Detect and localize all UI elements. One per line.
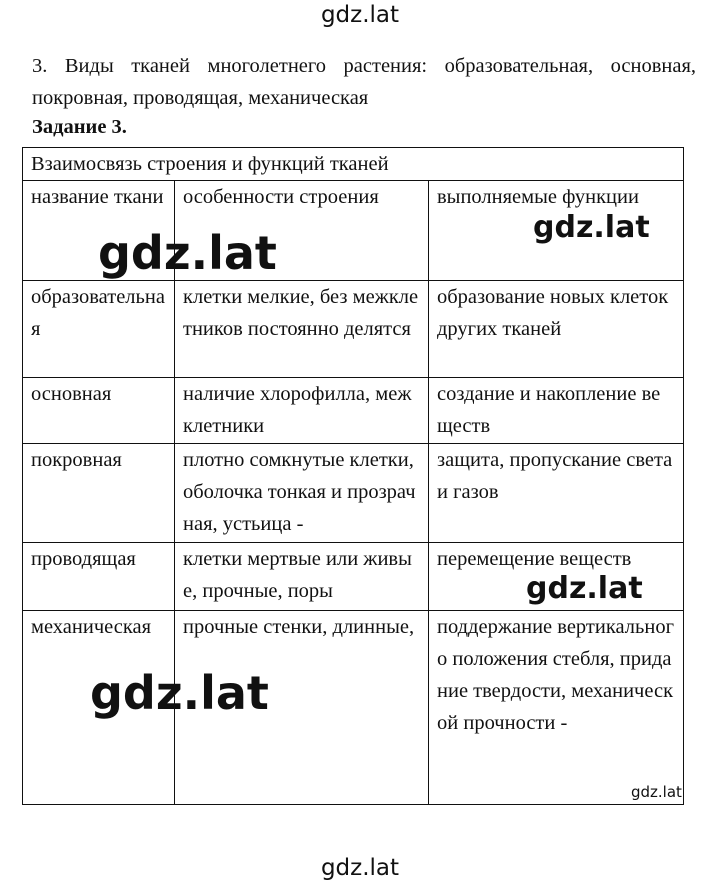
table-cell: создание и накопление веществ [429,378,684,444]
table-row [23,281,684,378]
task-title: Задание 3. [32,116,127,138]
table-row [23,444,684,543]
table-cell: прочные стенки, длинные, [175,611,429,805]
table-row [23,378,684,444]
watermark-mechanical-row: gdz.lat [90,666,269,720]
table-cell: перемещение веществ [429,543,684,611]
table-cell: клетки мертвые или живые, прочные, поры [175,543,429,611]
table-cell: плотно сомкнутые клетки, оболочка тонкая и прозрачная, устьица - [175,444,429,543]
table-cell: защита, пропускание света и газов [429,444,684,543]
table-cell: механическая [23,611,175,805]
table-cell: покровная [23,444,175,543]
watermark-header-right: gdz.lat [533,210,650,245]
table-cell: клетки мелкие, без межклетников постоянно делятся [175,281,429,378]
table-cell: проводящая [23,543,175,611]
watermark-bottom: gdz.lat [320,855,400,881]
watermark-table-corner: gdz.lat [631,783,682,801]
header-cell: выполняемые функции [429,181,684,281]
table-cell: наличие хлорофилла, межклетники [175,378,429,444]
watermark-conducting-row: gdz.lat [526,571,643,606]
table-caption-row [23,148,684,181]
header-cell: название ткани [23,181,175,281]
table-caption: Взаимосвязь строения и функций тканей [23,148,684,181]
header-cell: особенности строения [175,181,429,281]
table-cell: основная [23,378,175,444]
watermark-header-left: gdz.lat [98,226,277,280]
table-cell: образовательная [23,281,175,378]
table-cell: поддержание вертикального положения стебля, придание твердости, механической прочности - [429,611,684,805]
watermark-top: gdz.lat [320,2,400,28]
intro-text: 3. Виды тканей многолетнего растения: образовательная, основная, покровная, проводящая, механическая [32,55,696,109]
table-cell: образование новых клеток других тканей [429,281,684,378]
